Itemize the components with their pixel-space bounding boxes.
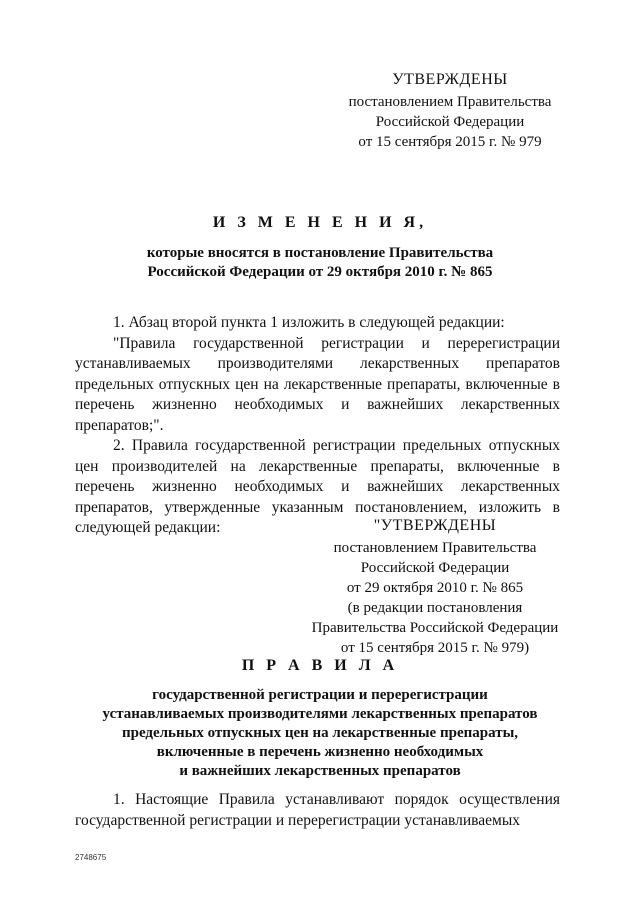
- quoted-approval-line-1: постановлением Правительства: [333, 540, 537, 556]
- paragraph-1-quote: "Правила государственной регистрации и перерегистрации устанавливаемых производителями лекарственных препаратов предельных отпускных цен на лекарственные препараты, включенные в перечень жизненно необходимых и важнейших лекарственных препаратов;".: [75, 334, 560, 434]
- quoted-approval-line-3: от 29 октября 2010 г. № 865: [346, 580, 524, 596]
- changes-title: И З М Е Н Е Н И Я,: [212, 214, 428, 231]
- rules-subtitle: [90, 686, 550, 781]
- rules-title: П Р А В И Л А: [241, 657, 399, 674]
- paragraph-2: 2. Правила государственной регистрации предельных отпускных цен производителей на лекарственные препараты, включенные в перечень жизненно необходимых и важнейших лекарственных препаратов, утвержденные указанным постановлением, изложить в следующей редакции:: [75, 437, 560, 536]
- quoted-approval-line-5: Правительства Российской Федерации: [311, 620, 559, 636]
- approval-line-3: от 15 сентября 2015 г. № 979: [358, 134, 542, 150]
- quoted-approval-line-2: Российской Федерации: [360, 560, 510, 576]
- rules-subtitle-line-2: устанавливаемых производителями лекарственных препаратов: [102, 706, 538, 722]
- changes-subtitle-line-2: Российской Федерации от 29 октября 2010 г. № 865: [147, 264, 493, 280]
- rules-body: [75, 790, 560, 831]
- rules-subtitle-line-4: включенные в перечень жизненно необходимых: [156, 744, 484, 760]
- changes-subtitle: [100, 244, 540, 282]
- rules-paragraph-1: 1. Настоящие Правила устанавливают порядок осуществления государственной регистрации и перерегистрации устанавливаемых: [75, 791, 560, 829]
- rules-subtitle-line-5: и важнейших лекарственных препаратов: [179, 763, 461, 779]
- quoted-approval-line-6: от 15 сентября 2015 г. № 979): [340, 640, 530, 656]
- changes-subtitle-line-1: которые вносятся в постановление Правительства: [146, 245, 494, 261]
- quoted-approval-heading: "УТВЕРЖДЕНЫ: [373, 517, 497, 534]
- approval-stamp: [330, 70, 570, 152]
- approval-line-1: постановлением Правительства: [348, 94, 552, 110]
- rules-subtitle-line-3: предельных отпускных цен на лекарственные препараты,: [121, 725, 519, 741]
- approval-line-2: Российской Федерации: [375, 114, 525, 130]
- document-number: 2748675: [75, 853, 107, 862]
- paragraph-1: 1. Абзац второй пункта 1 изложить в следующей редакции:: [113, 314, 505, 331]
- quoted-approval-line-4: (в редакции постановления: [347, 600, 523, 616]
- quoted-approval-stamp: [300, 516, 570, 658]
- rules-subtitle-line-1: государственной регистрации и перерегистрации: [152, 687, 488, 703]
- approval-heading: УТВЕРЖДЕНЫ: [392, 71, 508, 88]
- changes-body: [75, 313, 560, 539]
